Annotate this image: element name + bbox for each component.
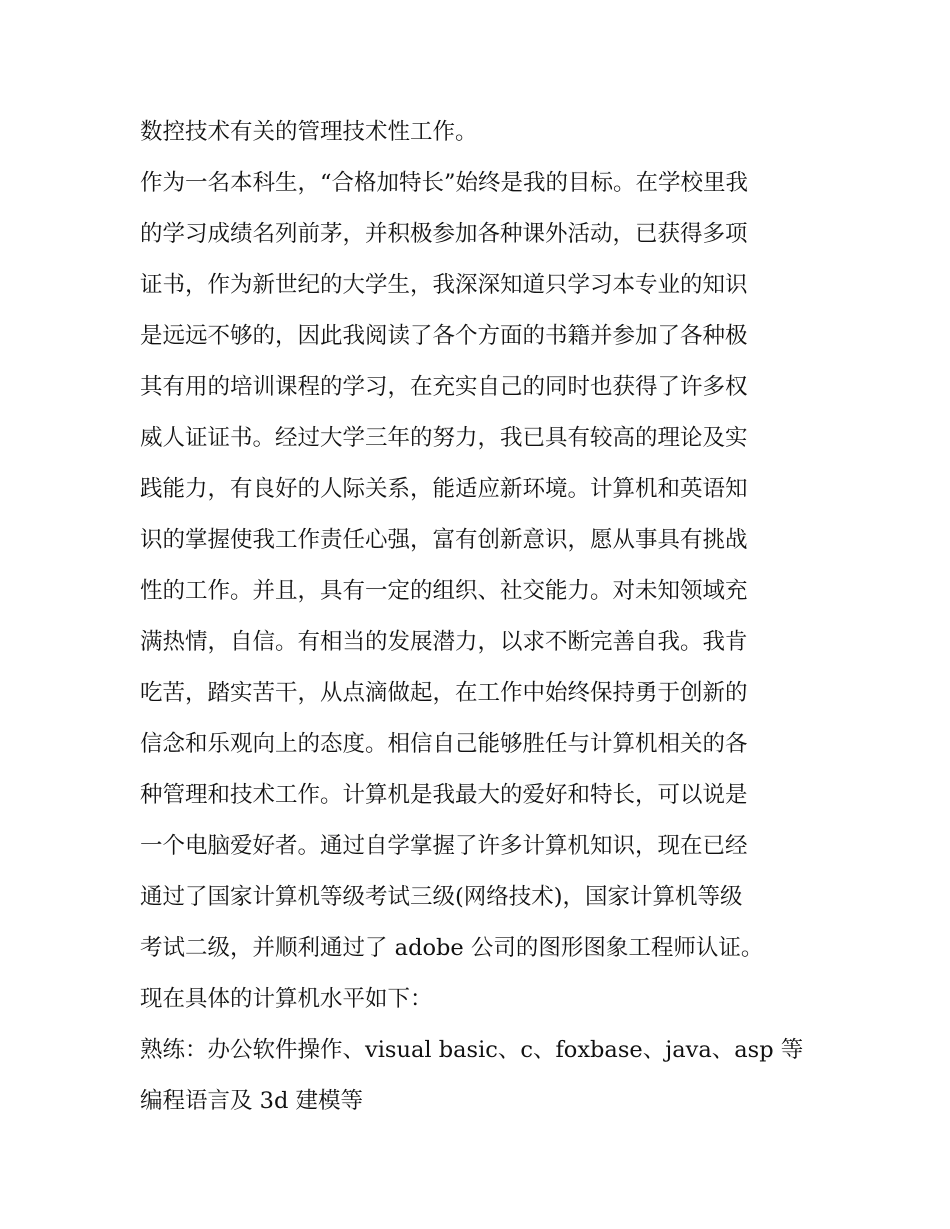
text-line-15: 一个电脑爱好者。通过自学掌握了许多计算机知识，现在已经 bbox=[140, 833, 748, 859]
text-line-11: 满热情，自信。有相当的发展潜力，以求不断完善自我。我肯 bbox=[140, 629, 748, 655]
text-line-4: 证书，作为新世纪的大学生，我深深知道只学习本专业的知识 bbox=[140, 272, 748, 298]
text-line-6: 其有用的培训课程的学习，在充实自己的同时也获得了许多权 bbox=[140, 374, 748, 400]
text-line-17: 考试二级，并顺利通过了 adobe 公司的图形图象工程师认证。 bbox=[140, 935, 764, 961]
text-line-9: 识的掌握使我工作责任心强，富有创新意识，愿从事具有挑战 bbox=[140, 527, 748, 553]
body-text bbox=[140, 107, 815, 1127]
text-line-12: 吃苦，踏实苦干，从点滴做起，在工作中始终保持勇于创新的 bbox=[140, 680, 748, 706]
text-line-14: 种管理和技术工作。计算机是我最大的爱好和特长，可以说是 bbox=[140, 782, 748, 808]
text-line-20: 编程语言及 3d 建模等 bbox=[140, 1088, 364, 1114]
text-line-3: 的学习成绩名列前茅，并积极参加各种课外活动，已获得多项 bbox=[140, 221, 748, 247]
text-line-13: 信念和乐观向上的态度。相信自己能够胜任与计算机相关的各 bbox=[140, 731, 748, 757]
text-line-5: 是远远不够的，因此我阅读了各个方面的书籍并参加了各种极 bbox=[140, 323, 748, 349]
text-line-16: 通过了国家计算机等级考试三级(网络技术)，国家计算机等级 bbox=[140, 884, 743, 910]
text-line-7: 威人证证书。经过大学三年的努力，我已具有较高的理论及实 bbox=[140, 425, 748, 451]
text-line-10: 性的工作。并且，具有一定的组织、社交能力。对未知领域充 bbox=[140, 578, 748, 604]
text-line-8: 践能力，有良好的人际关系，能适应新环境。计算机和英语知 bbox=[140, 476, 748, 502]
text-line-2: 作为一名本科生，“合格加特长”始终是我的目标。在学校里我 bbox=[140, 170, 749, 196]
text-line-1: 数控技术有关的管理技术性工作。 bbox=[140, 119, 478, 145]
text-line-19: 熟练：办公软件操作、visual basic、c、foxbase、java、asp 等 bbox=[140, 1037, 804, 1063]
text-line-18: 现在具体的计算机水平如下： bbox=[140, 986, 433, 1012]
